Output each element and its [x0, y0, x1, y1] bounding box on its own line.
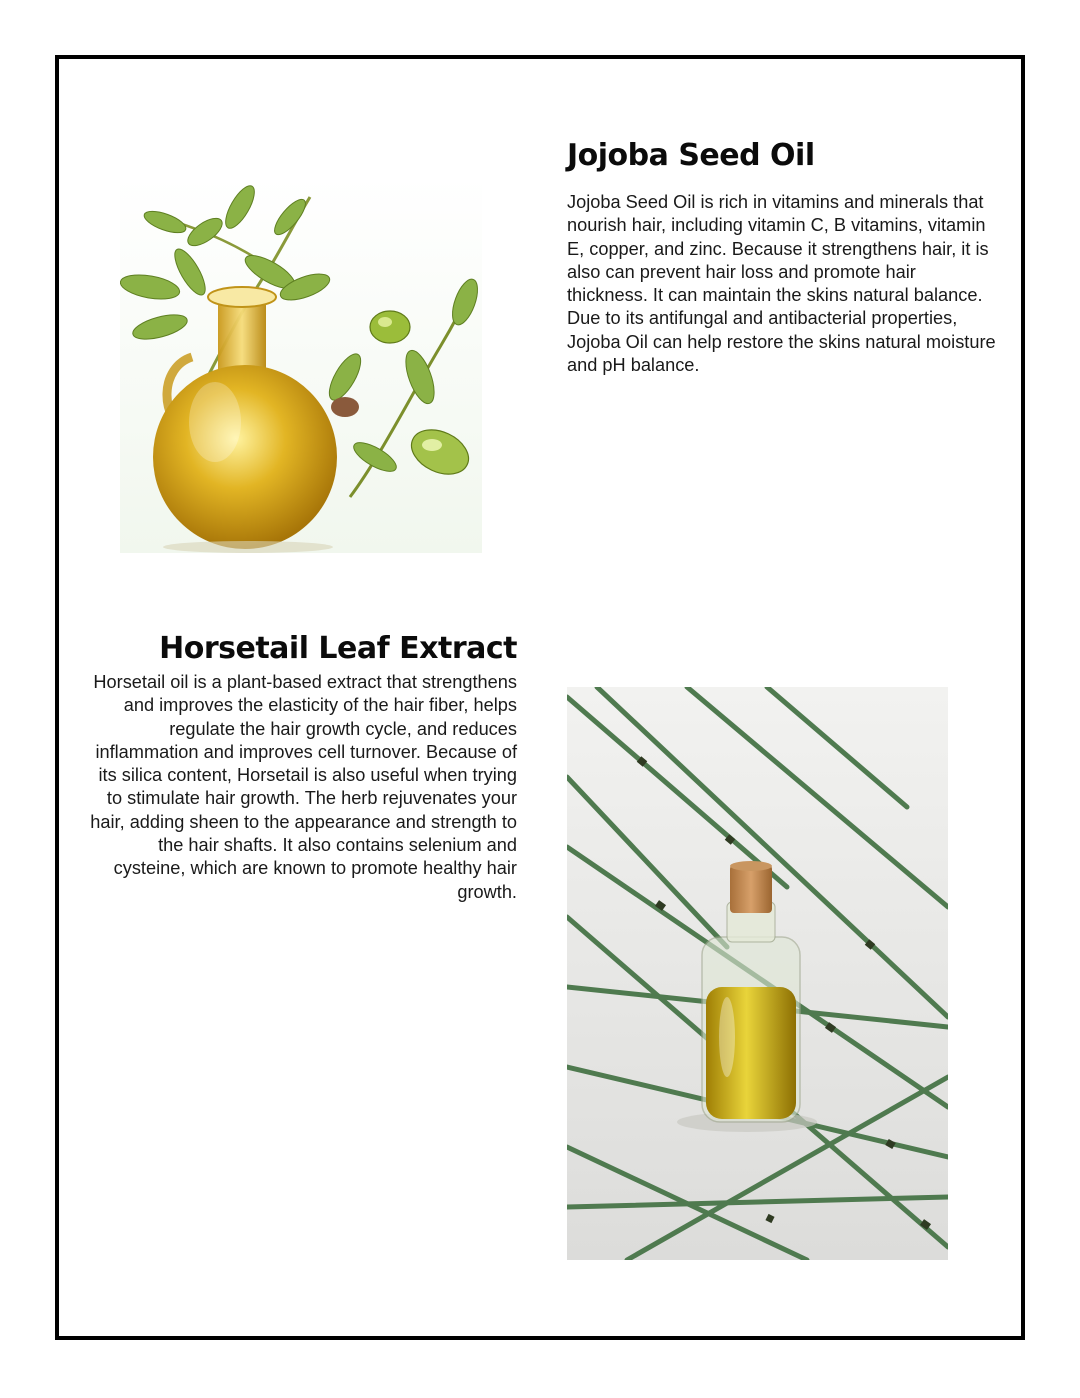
- jojoba-title: Jojoba Seed Oil: [567, 138, 815, 173]
- horsetail-description: Horsetail oil is a plant-based extract that strengthens and improves the elasticity of the hair fiber, helps regulate the hair growth cycle, and reduces inflammation and improves cell turnover. Because of its silica content, Horsetail is also useful when trying to stimulate hair growth. The herb rejuvenates your hair, adding sheen to the appearance and strength to the hair shafts. It also contains selenium and cysteine, which are known to promote healthy hair growth.: [90, 672, 517, 902]
- jojoba-description: Jojoba Seed Oil is rich in vitamins and minerals that nourish hair, including vitamin C, B vitamins, vitamin E, copper, and zinc. Because it strengthens hair, it is also can prevent hair loss and promote hair thickness. It can maintain the skins natural balance. Due to its antifungal and antibacterial properties, Jojoba Oil can help restore the skins natural moisture and pH balance.: [567, 192, 996, 376]
- horsetail-title: Horsetail Leaf Extract: [159, 631, 517, 666]
- horsetail-oil-image: [567, 687, 948, 1260]
- jojoba-oil-image: [120, 177, 482, 553]
